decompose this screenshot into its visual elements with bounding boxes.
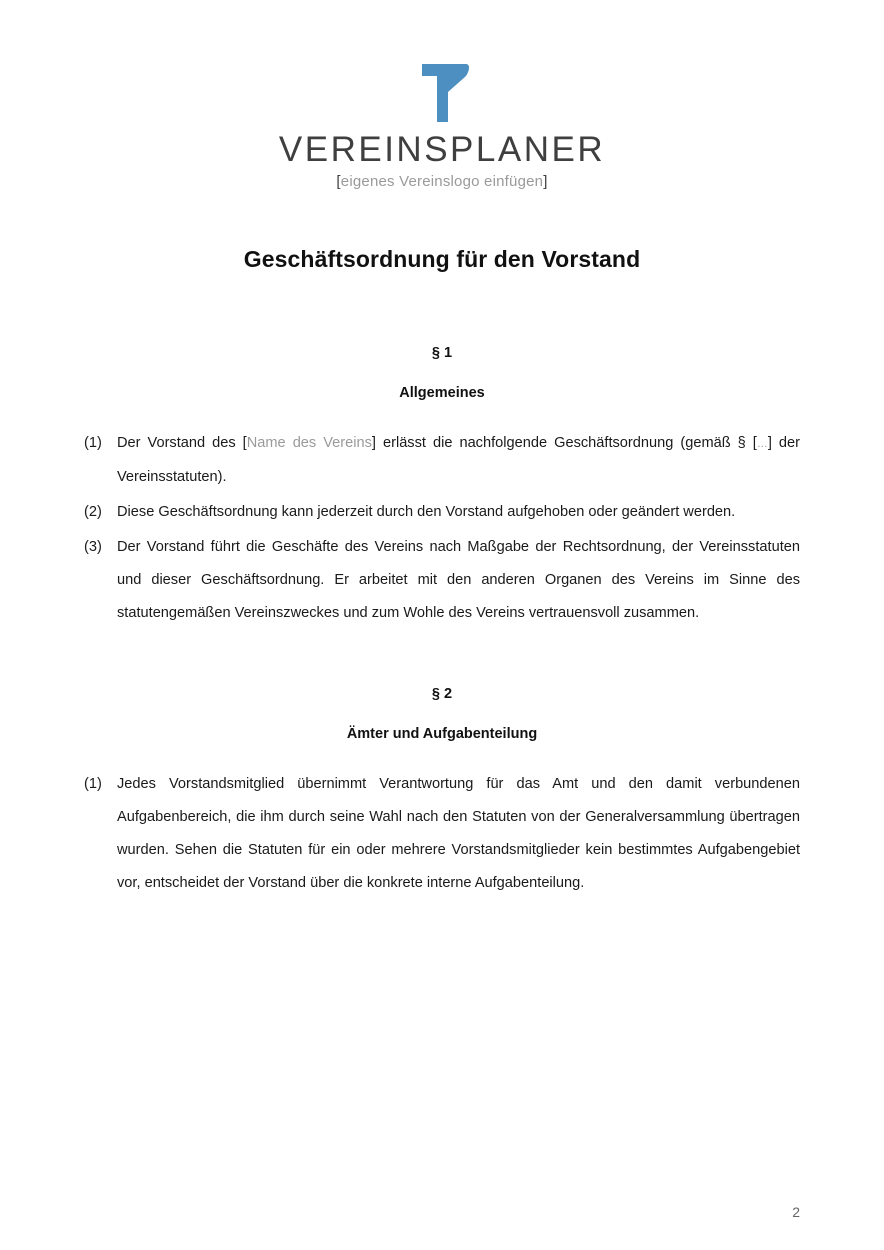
clause-number: (3) <box>84 538 102 555</box>
clause-number: (1) <box>84 775 102 792</box>
section-2-clauses <box>84 768 800 900</box>
clause-text <box>117 427 800 494</box>
clause-placeholder-paragraph: … <box>756 437 768 450</box>
logo-subtitle <box>84 173 800 190</box>
section-2 <box>84 686 800 900</box>
page-number: 2 <box>792 1204 800 1220</box>
logo-sub-close-bracket: ] <box>543 172 548 190</box>
page-title: Geschäftsordnung für den Vorstand <box>243 245 641 272</box>
clause-text-part-2: ] erlässt die nachfolgende Geschäftsordnung (gemäß § [ <box>371 434 757 451</box>
clause-text: Diese Geschäftsordnung kann jederzeit durch den Vorstand aufgehoben oder geändert werden. <box>117 503 736 520</box>
logo-block <box>84 0 800 190</box>
section-1 <box>84 345 800 630</box>
section-1-clauses <box>84 427 800 630</box>
section-2-number: § 2 <box>431 685 453 702</box>
vereinsplaner-logo-mark <box>408 62 476 124</box>
clause-number: (1) <box>84 434 102 451</box>
clause-1-3 <box>84 531 800 630</box>
clause-1-1 <box>84 427 800 494</box>
clause-number: (2) <box>84 503 102 520</box>
clause-text: Der Vorstand führt die Geschäfte des Vereins nach Maßgabe der Rechtsordnung, der Vereinsstatuten und dieser Geschäftsordnung. Er arbeitet mit den anderen Organen des Vereins im Sinne des statutengemäßen Vereinszweckes und zum Wohle des Vereins vertrauensvoll zusammen. <box>117 538 800 621</box>
section-1-number: § 1 <box>431 344 453 361</box>
section-1-heading: Allgemeines <box>399 384 485 401</box>
logo-sub-open-bracket: [ <box>336 172 341 190</box>
logo-wordmark: VEREINSPLANER <box>278 130 606 169</box>
clause-text-part-3: ] der Vereinsstatuten). <box>117 434 801 485</box>
clause-text-part-1: Der Vorstand des [ <box>117 434 247 451</box>
clause-placeholder-vereinsname: Name des Vereins <box>246 434 372 451</box>
clause-text: Jedes Vorstandsmitglied übernimmt Verantwortung für das Amt und den damit verbundenen Aufgabenbereich, die ihm durch seine Wahl nach den Statuten von der Generalversammlung übertragen wurden. Sehen die Statuten für ein oder mehrere Vorstandsmitglieder kein bestimmtes Aufgabengebiet vor, entscheidet der Vorstand über die konkrete interne Aufgabenteilung. <box>117 775 800 891</box>
clause-1-2 <box>84 496 800 529</box>
section-2-heading: Ämter und Aufgabenteilung <box>346 725 538 742</box>
clause-2-1 <box>84 768 800 900</box>
logo-sub-placeholder: eigenes Vereinslogo einfügen <box>340 172 544 190</box>
